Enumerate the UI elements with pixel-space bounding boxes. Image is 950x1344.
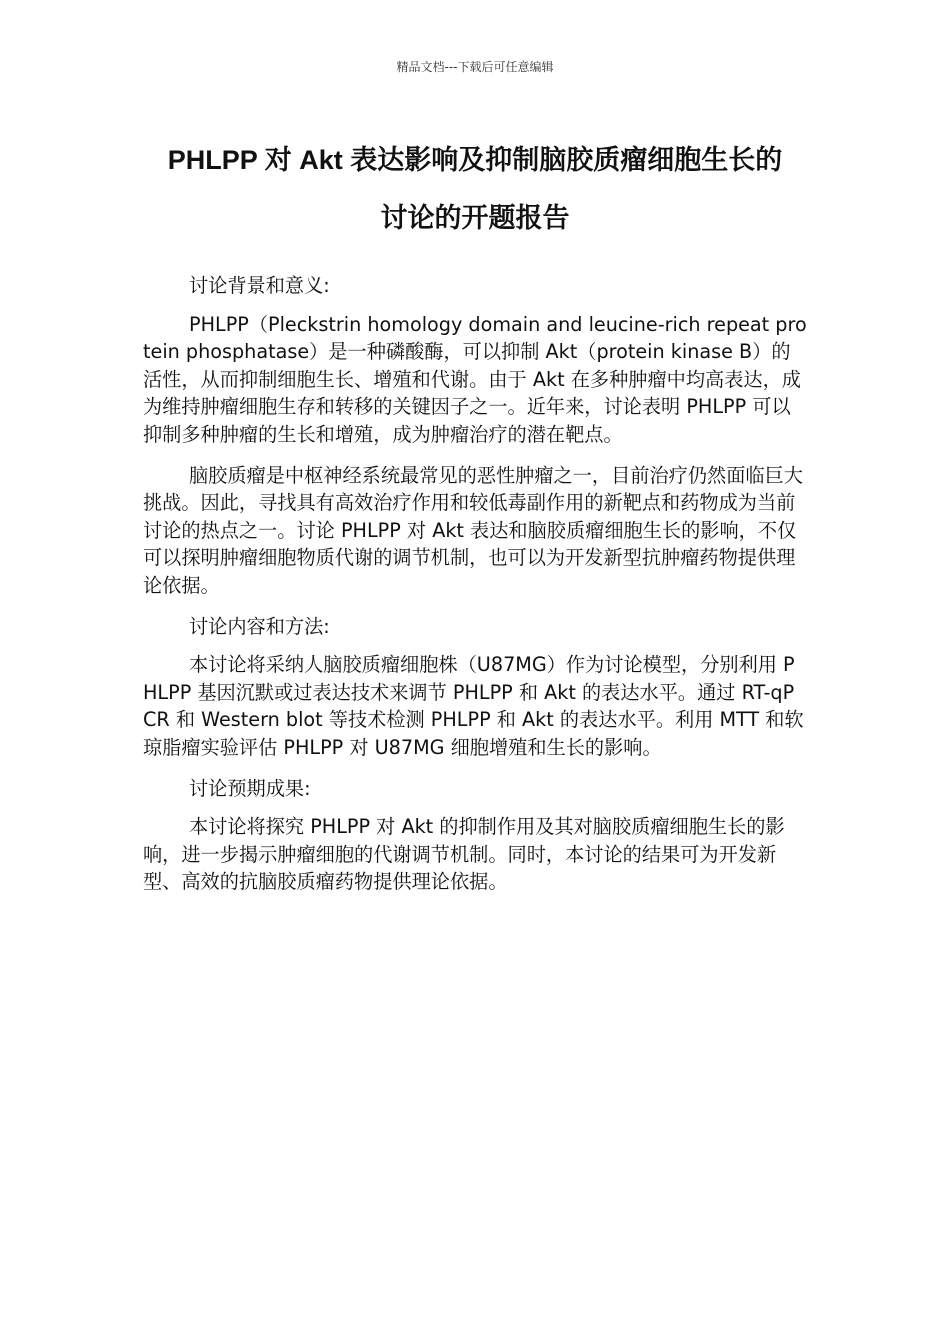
paragraph-background-1: PHLPP（Pleckstrin homology domain and leucine-rich repeat protein phosphatase）是一种磷酸酶，可以抑制 Akt（protein kinase B）的活性，从而抑制细胞生长、增殖和代谢。由于 Akt 在多种肿瘤中均高表达，成为维持肿瘤细胞生存和转移的关键因子之一。近年来，讨论表明 PHLPP 可以抑制多种肿瘤的生长和增殖，成为肿瘤治疗的潜在靶点。 xyxy=(143,312,807,446)
paragraph-methods-1: 本讨论将采纳人脑胶质瘤细胞株（U87MG）作为讨论模型，分别利用 PHLPP 基因沉默或过表达技术来调节 PHLPP 和 Akt 的表达水平。通过 RT-qPCR 和 Western blot 等技术检测 PHLPP 和 Akt 的表达水平。利用 MTT 和软琼脂瘤实验评估 PHLPP 对 U87MG 细胞增殖和生长的影响。 xyxy=(143,653,804,759)
section-heading-expected-results: 讨论预期成果: xyxy=(189,776,311,800)
section-heading-background: 讨论背景和意义: xyxy=(189,274,330,297)
paragraph-background-2: 脑胶质瘤是中枢神经系统最常见的恶性肿瘤之一，目前治疗仍然面临巨大挑战。因此，寻找具有高效治疗作用和较低毒副作用的新靶点和药物成为当前讨论的热点之一。讨论 PHLPP 对 Akt 表达和脑胶质瘤细胞生长的影响，不仅可以探明肿瘤细胞物质代谢的调节机制，也可以为开发新型抗肿瘤药物提供理论依据。 xyxy=(143,463,803,597)
section-heading-methods: 讨论内容和方法: xyxy=(189,614,330,638)
header-note: 精品文档---下载后可任意编辑 xyxy=(396,60,554,74)
paragraph-expected-results-1: 本讨论将探究 PHLPP 对 Akt 的抑制作用及其对脑胶质瘤细胞生长的影响，进一步揭示肿瘤细胞的代谢调节机制。同时，本讨论的结果可为开发新型、高效的抗脑胶质瘤药物提供理论依据。 xyxy=(143,815,785,894)
document-body xyxy=(143,272,807,909)
document-title-line-1: PHLPP 对 Akt 表达影响及抑制脑胶质瘤细胞生长的 xyxy=(167,145,783,175)
document-title-line-2: 讨论的开题报告 xyxy=(380,203,570,233)
